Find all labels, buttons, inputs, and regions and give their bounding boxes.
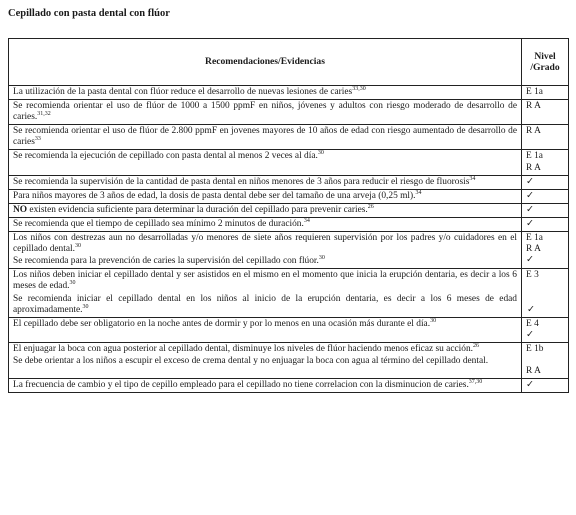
recommendation-body: Se recomienda la ejecución de cepillado con pasta dental al menos 2 veces al día. xyxy=(13,151,318,162)
evidence-level-cell xyxy=(522,203,569,217)
evidence-level-cell xyxy=(522,232,569,269)
header-level-grade xyxy=(522,39,569,86)
checkmark-icon: ✓ xyxy=(526,329,534,340)
page-title: Cepillado con pasta dental con flúor xyxy=(8,8,170,19)
evidence-level: E 1a xyxy=(526,87,543,97)
recommendation-cell xyxy=(9,100,522,125)
table-row xyxy=(9,203,569,217)
recommendation-body: Se recomienda para la prevención de caries la supervisión del cepillado con flúor. xyxy=(13,256,319,267)
evidence-level-cell xyxy=(522,86,569,100)
table-row xyxy=(9,379,569,393)
recommendation-text xyxy=(13,126,517,148)
recommendation-cell xyxy=(9,232,522,269)
table-row xyxy=(9,342,569,378)
header-level-line2: /Grado xyxy=(530,62,560,73)
reference-number: 30 xyxy=(74,243,81,250)
checkmark-icon: ✓ xyxy=(526,218,534,229)
reference-number: 33,30 xyxy=(352,86,366,92)
evidence-level-cell xyxy=(522,217,569,231)
evidence-level-cell xyxy=(522,189,569,203)
recommendation-text xyxy=(13,191,517,202)
recommendation-text xyxy=(13,233,517,255)
reference-number: 33 xyxy=(34,136,41,143)
evidence-level-cell xyxy=(522,125,569,150)
recommendation-body: Para niños mayores de 3 años de edad, la dosis de pasta dental debe ser del tamaño de una arveja (0,25 ml). xyxy=(13,190,416,201)
evidence-level: E 1a xyxy=(526,151,543,162)
recommendation-text xyxy=(13,270,517,292)
table-row xyxy=(9,125,569,150)
evidence-level-cell xyxy=(522,317,569,342)
recommendation-cell xyxy=(9,175,522,189)
recommendation-text xyxy=(13,151,517,162)
header-recommendations: Recomendaciones/Evidencias xyxy=(9,39,522,86)
recommendation-text xyxy=(13,205,517,216)
recommendation-body: La frecuencia de cambio y el tipo de cepillo empleado para el cepillado no tiene correlacion con la disminucion de caries. xyxy=(13,380,469,391)
recommendation-body: Se recomienda orientar el uso de flúor de 2.800 ppmF en jovenes mayores de 10 años de edad con riesgo aumentado de desarrollo de caries xyxy=(13,126,517,148)
recommendation-cell xyxy=(9,189,522,203)
recommendation-text xyxy=(13,294,517,316)
table-row xyxy=(9,100,569,125)
reference-number: 30 xyxy=(82,303,89,310)
table-body xyxy=(9,86,569,393)
table-row xyxy=(9,86,569,100)
recommendation-text xyxy=(13,344,517,355)
reference-number: 31,32 xyxy=(37,111,51,118)
reference-number: 37,30 xyxy=(468,379,483,386)
evidence-level: R A xyxy=(526,244,541,255)
evidence-level-cell xyxy=(522,175,569,189)
recommendation-body: El enjuagar la boca con agua posterior al cepillado dental, disminuye los niveles de flúor haciendo menos eficaz su acción. xyxy=(13,343,473,354)
recommendation-text xyxy=(13,380,517,391)
recommendation-body: La utilización de la pasta dental con flúor reduce el desarrollo de nuevas lesiones de caries xyxy=(13,87,353,97)
recommendation-cell xyxy=(9,217,522,231)
reference-number: 26 xyxy=(473,342,479,349)
reference-number: 30 xyxy=(69,280,76,287)
evidence-level: R A xyxy=(526,126,541,137)
recommendation-body: Se debe orientar a los niños a escupir el exceso de crema dental y no enjuagar la boca con agua al término del cepillado dental. xyxy=(13,355,489,366)
recommendation-cell xyxy=(9,269,522,317)
checkmark-icon: ✓ xyxy=(526,255,534,266)
recommendation-text xyxy=(13,101,517,123)
evidence-level: R A xyxy=(526,162,541,173)
recommendation-body: Los niños con destrezas aun no desarrolladas y/o menores de siete años requieren supervisión por los padres y/o cuidadores en el cepillado dental. xyxy=(13,233,517,255)
evidence-level-cell xyxy=(522,150,569,175)
table-row xyxy=(9,175,569,189)
recommendation-body: Se recomienda que el tiempo de cepillado sea mínimo 2 minutos de duración. xyxy=(13,218,304,229)
reference-number: 26 xyxy=(367,203,374,210)
recommendation-cell xyxy=(9,379,522,393)
checkmark-icon: ✓ xyxy=(526,190,534,201)
recommendation-body: existen evidencia suficiente para determinar la duración del cepillado para prevenir caries. xyxy=(27,204,368,215)
recommendation-text xyxy=(13,319,517,330)
header-level-line1: Nivel xyxy=(534,50,556,62)
recommendation-body: Se recomienda la supervisión de la cantidad de pasta dental en niños menores de 3 años para reducir el riesgo de fluorosis xyxy=(13,176,470,187)
recommendation-body: Se recomienda iniciar el cepillado dental en los niños al inicio de la erupción dentaria, es decir a los 6 meses de edad aproximadamente. xyxy=(13,293,517,315)
recommendation-cell xyxy=(9,317,522,342)
evidence-level: R A xyxy=(526,101,541,112)
evidence-level-cell xyxy=(522,100,569,125)
recommendation-text xyxy=(13,87,517,98)
recommendations-table xyxy=(8,38,569,393)
recommendation-cell xyxy=(9,86,522,100)
reference-number: 30 xyxy=(318,255,325,262)
reference-number: 30 xyxy=(430,317,437,324)
reference-number: 30 xyxy=(317,150,324,157)
recommendation-body: Se recomienda orientar el uso de flúor de 1000 a 1500 ppmF en niños, jóvenes y adultos con riesgo moderado de desarrollo de caries. xyxy=(13,101,517,123)
recommendation-text xyxy=(13,356,517,367)
recommendation-text xyxy=(13,177,517,188)
table-row xyxy=(9,317,569,342)
checkmark-icon: ✓ xyxy=(526,204,534,215)
recommendation-text xyxy=(13,256,517,267)
table-row xyxy=(9,150,569,175)
emphasis-text: NO xyxy=(13,204,28,215)
evidence-level-cell xyxy=(522,342,569,378)
recommendation-text xyxy=(13,219,517,230)
reference-number: 34 xyxy=(469,175,476,182)
evidence-level xyxy=(526,355,564,366)
evidence-level: R A xyxy=(526,366,541,377)
evidence-level: E 1a xyxy=(526,233,543,244)
table-header-row xyxy=(9,39,569,86)
reference-number: 34 xyxy=(415,189,422,196)
recommendation-body: El cepillado debe ser obligatorio en la noche antes de dormir y por lo menos en una ocasión más durante el día. xyxy=(13,318,431,329)
checkmark-icon: ✓ xyxy=(527,304,535,315)
table-row xyxy=(9,232,569,269)
table-row xyxy=(9,269,569,317)
evidence-level: E 3 xyxy=(526,270,539,281)
table-row xyxy=(9,189,569,203)
checkmark-icon: ✓ xyxy=(526,176,534,187)
evidence-level: E 1b xyxy=(526,343,544,354)
checkmark-icon: ✓ xyxy=(526,380,534,391)
recommendation-cell xyxy=(9,150,522,175)
recommendation-body: Los niños deben iniciar el cepillado dental y ser asistidos en el mismo en el momento que inicia la erupción dentaria, es decir a los 6 meses de edad. xyxy=(13,270,517,292)
evidence-level: E 4 xyxy=(526,318,539,329)
recommendation-cell xyxy=(9,203,522,217)
evidence-level-cell xyxy=(522,379,569,393)
table-row xyxy=(9,217,569,231)
recommendation-cell xyxy=(9,342,522,378)
reference-number: 34 xyxy=(303,217,310,224)
evidence-level-cell xyxy=(522,269,569,317)
recommendation-cell xyxy=(9,125,522,150)
